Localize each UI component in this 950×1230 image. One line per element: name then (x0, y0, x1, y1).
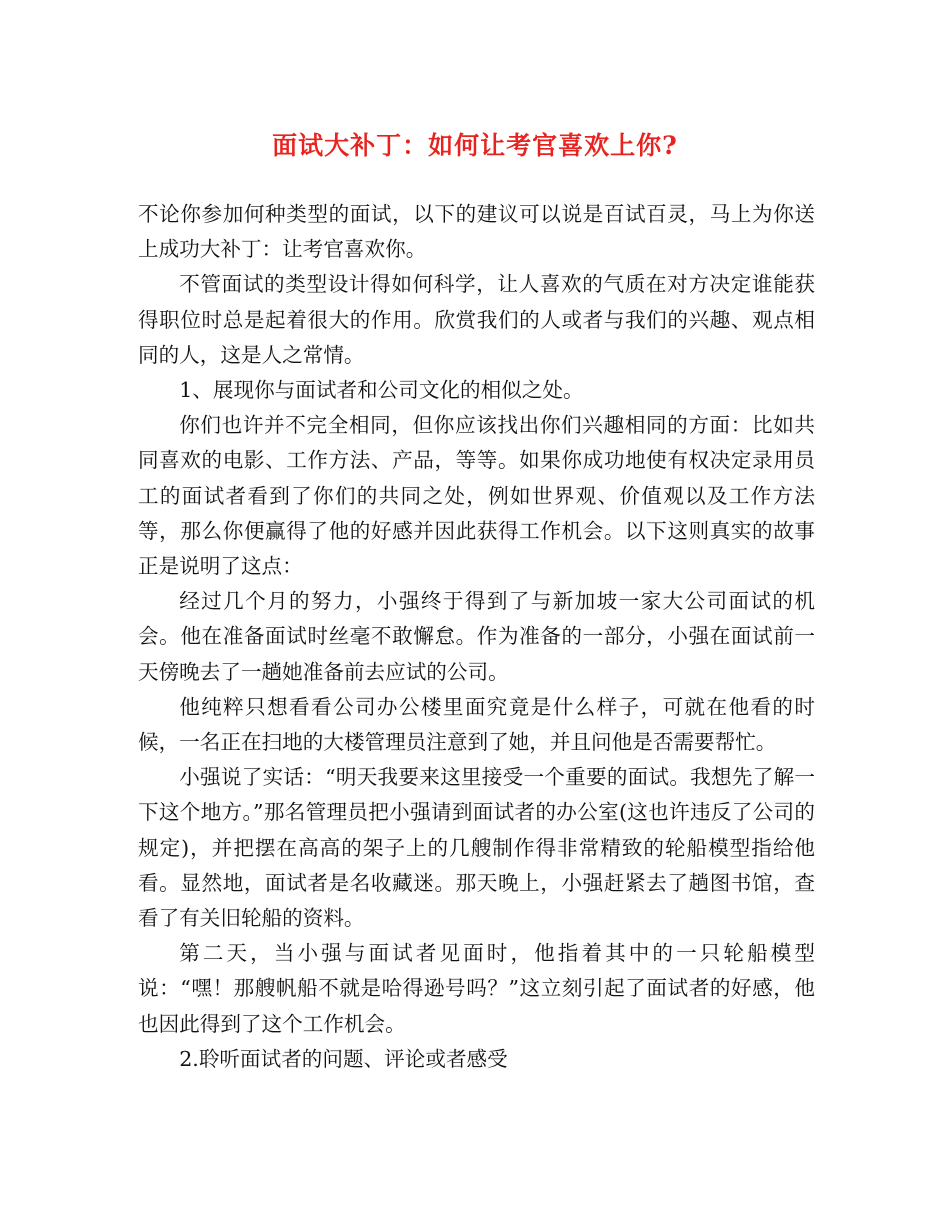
section-heading-2: 2.聆听面试者的问题、评论或者感受 (179, 1046, 508, 1071)
paragraph: 不管面试的类型设计得如何科学，让人喜欢的气质在对方决定谁能获得职位时总是起着很大的作用。欣赏我们的人或者与我们的兴趣、观点相同的人，这是人之常情。 (138, 272, 815, 367)
document-body (138, 197, 815, 1077)
document-title: 面试大补丁：如何让考官喜欢上你? (272, 131, 678, 160)
paragraph: 小强说了实话：“明天我要来这里接受一个重要的面试。我想先了解一下这个地方。”那名管理员把小强请到面试者的办公室(这也许违反了公司的规定)，并把摆在高高的架子上的几艘制作得非常精致的轮船模型指给他看。显然地，面试者是名收藏迷。那天晚上，小强赶紧去了趟图书馆，查看了有关旧轮船的资料。 (138, 765, 815, 931)
section-heading-1: 1、展现你与面试者和公司文化的相似之处。 (179, 378, 584, 403)
paragraph: 第二天，当小强与面试者见面时，他指着其中的一只轮船模型说：“嘿！那艘帆船不就是哈得逊号吗？”这立刻引起了面试者的好感，他也因此得到了这个工作机会。 (138, 941, 815, 1036)
paragraph: 经过几个月的努力，小强终于得到了与新加坡一家大公司面试的机会。他在准备面试时丝毫不敢懈怠。作为准备的一部分，小强在面试前一天傍晚去了一趟她准备前去应试的公司。 (138, 589, 815, 684)
paragraph-intro: 不论你参加何种类型的面试，以下的建议可以说是百试百灵，马上为你送上成功大补丁：让考官喜欢你。 (138, 202, 815, 262)
paragraph: 他纯粹只想看看公司办公楼里面究竟是什么样子，可就在他看的时候，一名正在扫地的大楼管理员注意到了她，并且问他是否需要帮忙。 (138, 694, 815, 755)
paragraph: 你们也许并不完全相同，但你应该找出你们兴趣相同的方面：比如共同喜欢的电影、工作方法、产品，等等。如果你成功地使有权决定录用员工的面试者看到了你们的共同之处，例如世界观、价值观以及工作方法等，那么你便赢得了他的好感并因此获得工作机会。以下这则真实的故事正是说明了这点： (138, 413, 815, 579)
